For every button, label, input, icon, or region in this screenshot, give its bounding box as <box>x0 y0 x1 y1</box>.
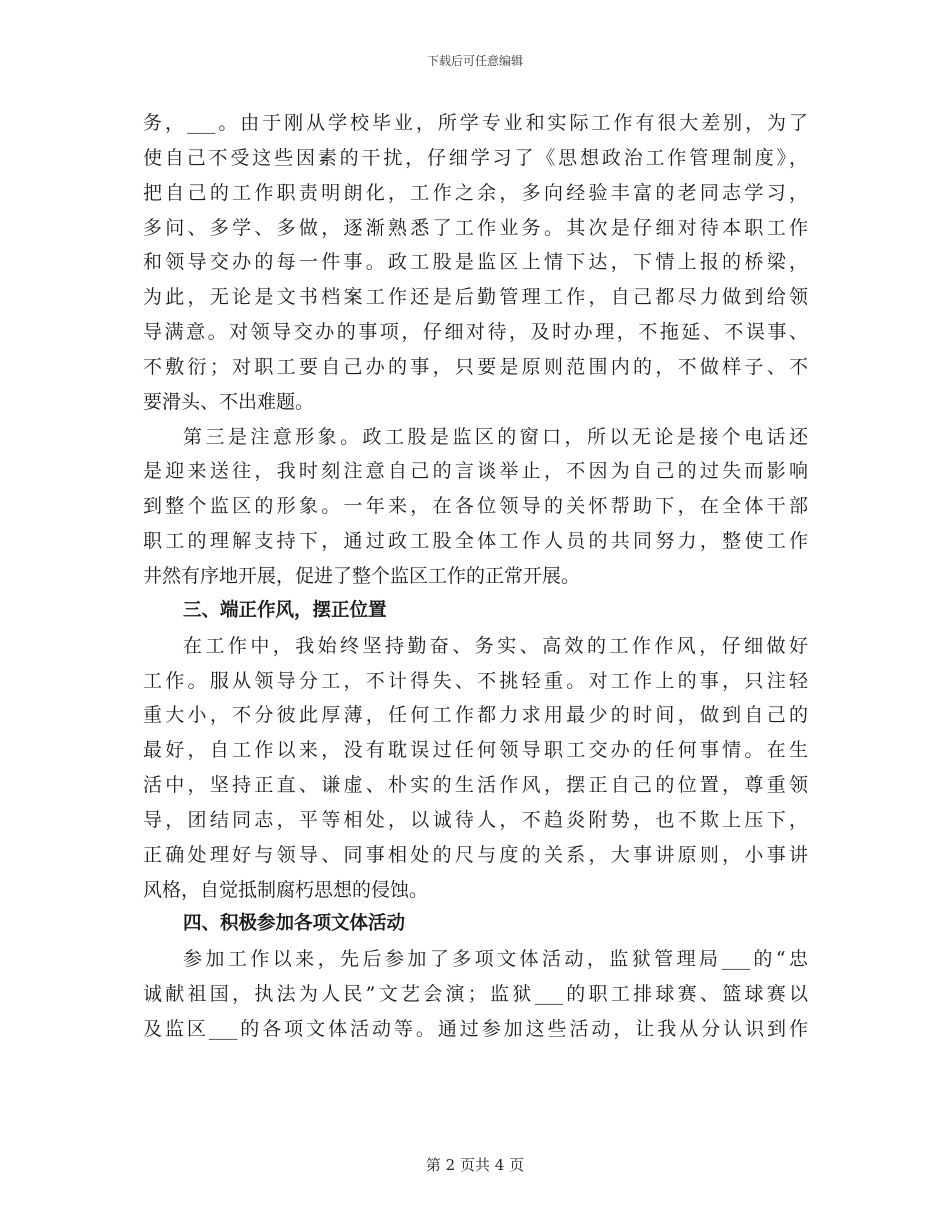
paragraph-line: 风格，自觉抵制腐朽思想的侵蚀。 <box>143 878 429 901</box>
paragraph-line: 职工的理解支持下，通过政工股全体工作人员的共同努力，整使工作 <box>143 530 808 553</box>
paragraph-line: 到整个监区的形象。一年来，在各位领导的关怀帮助下，在全体干部 <box>143 495 808 518</box>
paragraph-line: 及监区___的各项文体活动等。通过参加这些活动，让我从分认识到作 <box>143 1017 808 1040</box>
paragraph-line: 是迎来送往，我时刻注意自己的言谈举止，不因为自己的过失而影响 <box>143 460 808 483</box>
paragraph-line: 井然有序地开展，促进了整个监区工作的正常开展。 <box>143 564 581 587</box>
paragraph-line: 多问、多学、多做，逐渐熟悉了工作业务。其次是仔细对待本职工作 <box>143 216 808 239</box>
paragraph-line: 参加工作以来，先后参加了多项文体活动，监狱管理局___的“忠 <box>183 948 808 971</box>
paragraph-line: 重大小，不分彼此厚薄，任何工作都力求用最少的时间，做到自己的 <box>143 704 808 727</box>
page-number: 第 2 页共 4 页 <box>425 1156 525 1174</box>
paragraph-line: 务，___。由于刚从学校毕业，所学专业和实际工作有很大差别，为了 <box>143 112 808 134</box>
paragraph-line: 诚献祖国，执法为人民”文艺会演；监狱___的职工排球赛、篮球赛以 <box>143 983 808 1006</box>
document-body <box>143 106 808 1047</box>
section-heading: 三、端正作风，摆正位置 <box>183 599 387 621</box>
paragraph-line: 和领导交办的每一件事。政工股是监区上情下达，下情上报的桥梁， <box>143 251 808 274</box>
paragraph-line: 不敷衍；对职工要自己办的事，只要是原则范围内的，不做样子、不 <box>143 355 808 378</box>
paragraph-line: 把自己的工作职责明朗化，工作之余，多向经验丰富的老同志学习， <box>143 181 808 204</box>
paragraph-line: 要滑头、不出难题。 <box>143 390 315 413</box>
section-heading: 四、积极参加各项文体活动 <box>183 913 406 935</box>
paragraph-line: 导，团结同志，平等相处，以诚待人，不趋炎附势，也不欺上压下， <box>143 808 808 831</box>
paragraph-line: 导满意。对领导交办的事项，仔细对待，及时办理，不拖延、不误事、 <box>143 321 808 344</box>
paragraph-line: 第三是注意形象。政工股是监区的窗口，所以无论是接个电话还 <box>183 425 808 448</box>
paragraph-line: 在工作中，我始终坚持勤奋、务实、高效的工作作风，仔细做好 <box>183 634 808 657</box>
paragraph-line: 使自己不受这些因素的干扰，仔细学习了《思想政治工作管理制度》， <box>143 146 808 169</box>
paragraph-line: 活中，坚持正直、谦虚、朴实的生活作风，摆正自己的位置，尊重领 <box>143 774 808 797</box>
page-header: 下载后可任意编辑 <box>426 54 523 68</box>
paragraph-line: 正确处理好与领导、同事相处的尺与度的关系，大事讲原则，小事讲 <box>143 843 808 866</box>
paragraph-line: 最好，自工作以来，没有耽误过任何领导职工交办的任何事情。在生 <box>143 739 808 762</box>
paragraph-line: 为此，无论是文书档案工作还是后勤管理工作，自己都尽力做到给领 <box>143 286 808 309</box>
paragraph-line: 工作。服从领导分工，不计得失、不挑轻重。对工作上的事，只注轻 <box>143 669 808 692</box>
